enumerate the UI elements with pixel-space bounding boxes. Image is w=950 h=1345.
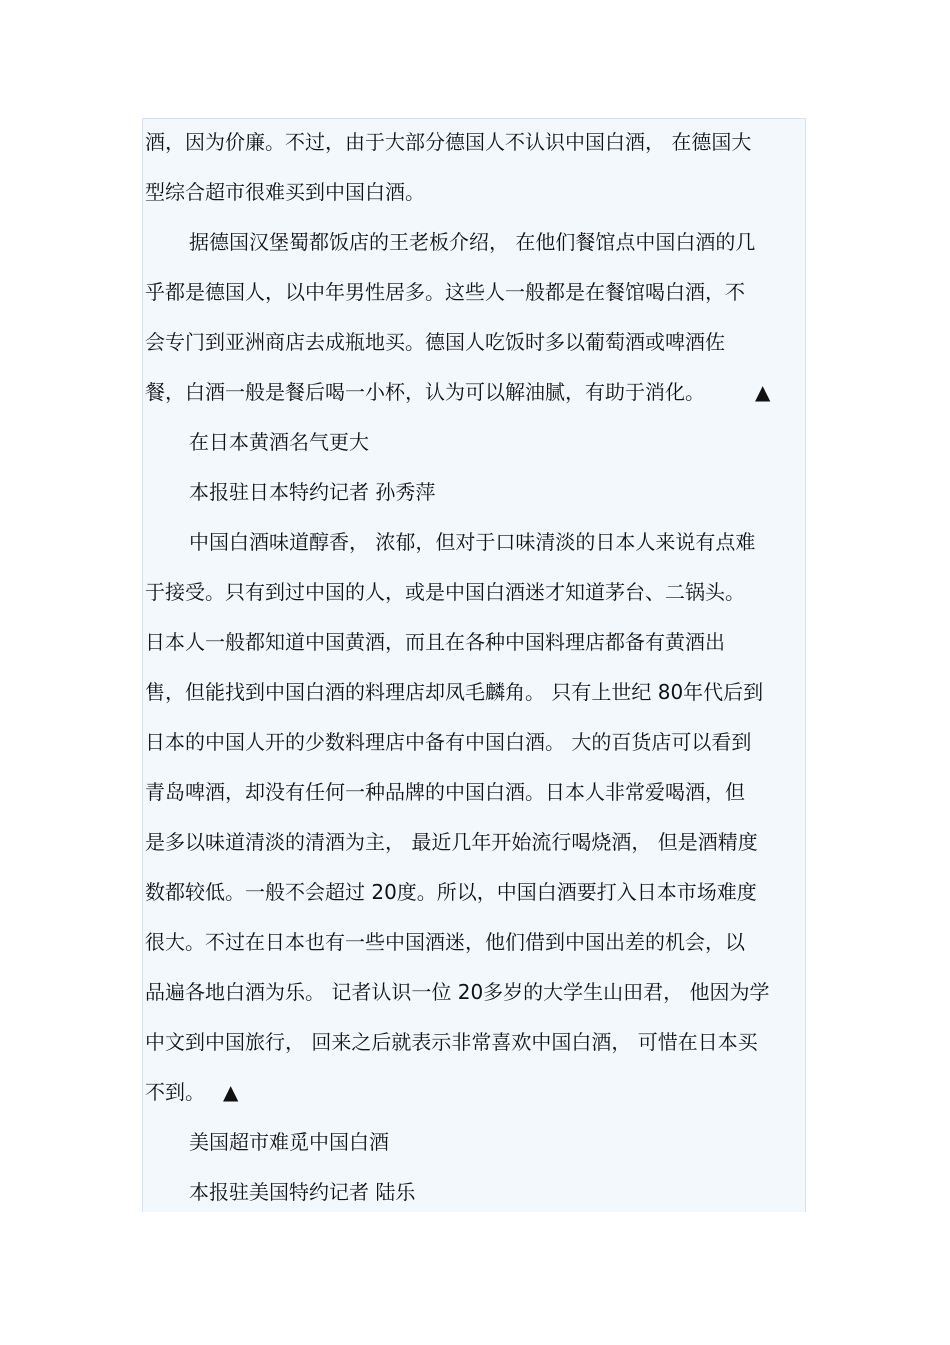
paragraph-line: 很大。不过在日本也有一些中国酒迷，他们借到中国出差的机会，以 (145, 930, 745, 954)
paragraph-line: 售，但能找到中国白酒的料理店却凤毛麟角。 只有上世纪 80年代后到 (145, 680, 764, 704)
paragraph-line: 是多以味道清淡的清酒为主， 最近几年开始流行喝烧酒， 但是酒精度 (145, 830, 758, 854)
paragraph-line: 不到。 ▲ (145, 1067, 805, 1117)
paragraph-line: 青岛啤酒，却没有任何一种品牌的中国白酒。日本人非常爱喝酒，但 (145, 780, 745, 804)
paragraph-line: 日本的中国人开的少数料理店中备有中国白酒。 大的百货店可以看到 (145, 730, 752, 754)
end-mark-icon: ▲ (755, 380, 771, 404)
paragraph-line: 据德国汉堡蜀都饭店的王老板介绍， 在他们餐馆点中国白酒的几 (189, 230, 756, 254)
paragraph-line: 餐，白酒一般是餐后喝一小杯，认为可以解油腻，有助于消化。 ▲ (145, 367, 805, 417)
section-heading: 在日本黄酒名气更大 (189, 430, 369, 454)
byline: 本报驻日本特约记者 孙秀萍 (189, 480, 436, 504)
paragraph-line: 酒，因为价廉。不过，由于大部分德国人不认识中国白酒， 在德国大 (145, 130, 752, 154)
paragraph-line: 于接受。只有到过中国的人，或是中国白酒迷才知道茅台、二锅头。 (145, 580, 745, 604)
paragraph-line: 中国白酒味道醇香， 浓郁，但对于口味清淡的日本人来说有点难 (189, 530, 756, 554)
byline: 本报驻美国特约记者 陆乐 (189, 1180, 416, 1204)
paragraph-line: 会专门到亚洲商店去成瓶地买。德国人吃饭时多以葡萄酒或啤酒佐 (145, 330, 725, 354)
paragraph-line: 日本人一般都知道中国黄酒，而且在各种中国料理店都备有黄酒出 (145, 630, 725, 654)
paragraph-line: 型综合超市很难买到中国白酒。 (145, 180, 425, 204)
paragraph-line: 中文到中国旅行， 回来之后就表示非常喜欢中国白酒， 可惜在日本买 (145, 1030, 758, 1054)
end-mark-icon: ▲ (223, 1080, 239, 1104)
section-heading: 美国超市难觅中国白酒 (189, 1130, 389, 1154)
paragraph-line: 乎都是德国人，以中年男性居多。这些人一般都是在餐馆喝白酒，不 (145, 280, 745, 304)
paragraph-line: 数都较低。一般不会超过 20度。所以，中国白酒要打入日本市场难度 (145, 880, 757, 904)
article-body (145, 117, 805, 1217)
paragraph-line: 品遍各地白酒为乐。 记者认识一位 20多岁的大学生山田君， 他因为学 (145, 980, 770, 1004)
